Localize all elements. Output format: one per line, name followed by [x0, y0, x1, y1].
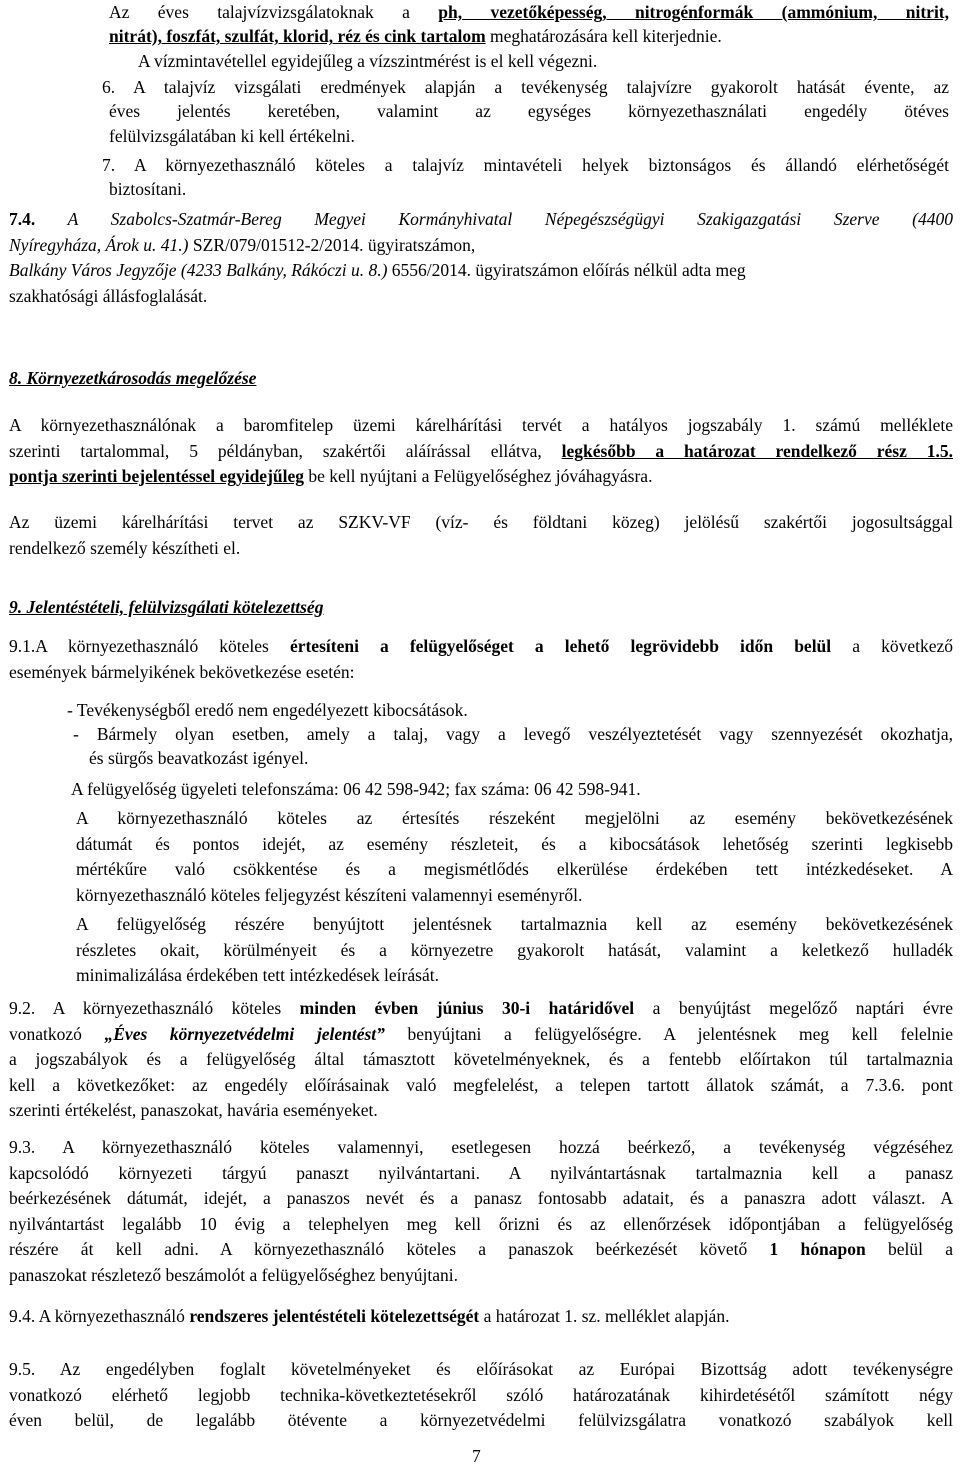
section-8-paragraph-2: [9, 510, 953, 561]
text-line: [9, 1237, 953, 1263]
text-line: [9, 464, 953, 490]
bullet-item: [73, 722, 953, 771]
text-run: 6556/2014. ügyiratszámon előírás nélkül adta meg: [387, 260, 746, 280]
text-run: vonatkozó: [9, 1023, 105, 1044]
notification-content-paragraph: [76, 806, 953, 908]
text-line: környezethasználó köteles feljegyzést készíteni valamennyi eseményről.: [76, 884, 583, 905]
page-number: 7: [472, 1446, 481, 1466]
text-line: [9, 634, 953, 660]
text-line: [9, 207, 953, 233]
text-line: A környezethasználónak a baromfitelep üzemi kárelhárítási tervét a hatályos jogszabály 1. számú melléklete: [9, 415, 953, 435]
bold-underlined-text: ph, vezetőképesség, nitrogénformák (ammónium, nitrit,: [438, 2, 950, 22]
text-line: felülvizsgálatában ki kell értékelni.: [109, 125, 355, 146]
section-8-paragraph-1: [9, 413, 953, 490]
text-line: 9.5. Az engedélyben foglalt követelményeket és előírásokat az Európai Bizottság adott tevékenységre: [9, 1359, 953, 1379]
text-line: dátumát és pontos idejét, az esemény részleteit, és a kibocsátások lehetőség szerinti legkisebb: [76, 833, 953, 854]
text-line: A környezethasználó köteles az értesítés részeként megjelölni az esemény bekövetkezésének: [76, 808, 953, 828]
text-line: [109, 24, 949, 48]
text-run: a következő: [831, 636, 953, 656]
groundwater-analysis-paragraph: [109, 0, 949, 73]
text-line: szerinti értékelést, panaszokat, havária eseményeket.: [9, 1100, 378, 1120]
text-line: éves jelentés keretében, valamint az egységes környezethasználati engedély ötéves: [109, 101, 949, 122]
text-line: 7. A környezethasználó köteles a talajvíz mintavételi helyek biztonságos és állandó elérhetőségét: [102, 155, 949, 175]
text-line: éven belül, de legalább ötévente a környezetvédelmi felülvizsgálatra vonatkozó szabályok kell: [9, 1410, 953, 1430]
text-line: Az üzemi kárelhárítási tervet az SZKV-VF (víz- és földtani közeg) jelölésű szakértői jogosultsággal: [9, 512, 953, 532]
italic-text: Balkány Város Jegyzője (4233 Balkány, Rákóczi u. 8.): [9, 260, 388, 280]
bold-text: 1 hónapon: [769, 1239, 866, 1259]
text-run: belül a: [865, 1239, 954, 1259]
text-line: A felügyelőség részére benyújtott jelentésnek tartalmaznia kell az esemény bekövetkezésének: [76, 914, 953, 934]
text-run: benyújtani a felügyelőségre. A jelentésnek meg kell felelnie: [384, 1023, 953, 1044]
text-line: [9, 1022, 953, 1048]
text-line: [9, 439, 953, 465]
section-9-1: [9, 634, 953, 685]
text-line: a jogszabályok és a felügyelőség által támasztott követelményeknek, és a fentebb előírtakon túl tartalmaznia: [9, 1049, 953, 1069]
hotline-phone-fax: A felügyelőség ügyeleti telefonszáma: 06 42 598-942; fax száma: 06 42 598-941.: [71, 779, 641, 799]
text-line: nyilvántartást legalább 10 évig a telephelyen meg kell őrizni és az ellenőrzések időpontjában a felügyelőség: [9, 1213, 953, 1234]
text-line: A vízmintavétellel egyidejűleg a vízszintmérést is el kell végezni.: [138, 50, 598, 71]
section-9-5: [9, 1357, 953, 1434]
text-line: [9, 1304, 953, 1328]
text-line: [109, 0, 949, 24]
text-line: vonatkozó elérhető legjobb technika-következtetésekről szóló határozatának kihirdetésétől számított négy: [9, 1384, 953, 1405]
text-line: [9, 233, 953, 259]
text-run: 9.1.A környezethasználó köteles: [9, 636, 290, 656]
text-line: kapcsolódó környezeti tárgyú panaszt nyilvántartani. A nyilvántartásnak tartalmaznia kell a panasz: [9, 1162, 953, 1183]
italic-text: Nyíregyháza, Árok u. 41.): [9, 234, 189, 255]
bold-underlined-text: nitrát), foszfát, szulfát, klorid, réz és cink tartalom: [109, 26, 486, 47]
text-line: beérkezésének dátumát, idejét, a panaszos nevét és a panasz fontosabb adatait, és a panaszra adott választ. A: [9, 1188, 953, 1208]
section-9-3: [9, 1135, 953, 1288]
text-line: - Bármely olyan esetben, amely a talaj, vagy a levegő veszélyeztetését vagy szennyezését okozhatja,: [73, 724, 953, 744]
text-line: részletes okait, körülményeit és a környezetre gyakorolt hatását, valamint a keletkező hulladék: [76, 939, 953, 960]
bold-underlined-text: pontja szerinti bejelentéssel egyidejűleg: [9, 466, 305, 486]
numbered-item-7: [102, 153, 949, 202]
bold-text: értesíteni a felügyelőséget a lehető legrövidebb időn belül: [289, 636, 832, 656]
italic-text: A Szabolcs-Szatmár-Bereg Megyei Kormányhivatal Népegészségügyi Szakigazgatási Szerve (4400: [35, 209, 953, 229]
bold-text: rendszeres jelentéstételi kötelezettségét: [189, 1306, 480, 1326]
section-9-heading: 9. Jelentéstételi, felülvizsgálati kötelezettség: [9, 597, 324, 617]
text-line: biztosítani.: [109, 179, 187, 200]
bold-underlined-text: legkésőbb a határozat rendelkező rész 1.5.: [561, 440, 953, 461]
text-line: mértékűre való csökkentése és a megismétlődés elkerülése érdekében tett intézkedéseket. A: [76, 859, 953, 879]
text-run: részére át kell adni. A környezethasználó köteles a panaszok beérkezését követő: [9, 1239, 770, 1259]
text-line: [9, 258, 953, 284]
text-line: 6. A talajvíz vizsgálati eredmények alapján a tevékenység talajvízre gyakorolt hatását évente, az: [102, 77, 949, 97]
text-line: és sürgős beavatkozást igényel.: [89, 748, 309, 769]
text-line: minimalizálása érdekében tett intézkedések leírását.: [76, 965, 439, 985]
section-9-4: [9, 1304, 953, 1328]
text-line: panaszokat részletező beszámolót a felügyelőséghez benyújtani.: [9, 1264, 458, 1285]
section-9-2: [9, 996, 953, 1124]
text-line: események bármelyikének bekövetkezése esetén:: [9, 661, 355, 682]
text-line: szakhatósági állásfoglalását.: [9, 285, 208, 306]
section-number: 7.4.: [9, 209, 36, 229]
bold-text: minden évben június 30-i határidővel: [299, 998, 635, 1018]
text-run: szerinti tartalommal, 5 példányban, szakértői aláírással ellátva,: [9, 440, 562, 461]
bullet-item: - Tevékenységből eredő nem engedélyezett kibocsátások.: [67, 700, 468, 720]
text-run: a határozat 1. sz. melléklet alapján.: [479, 1306, 730, 1326]
text-run: SZR/079/01512-2/2014. ügyiratszámon,: [188, 234, 476, 255]
report-content-paragraph: [76, 912, 953, 989]
text-run: Az éves talajvízvizsgálatoknak a: [109, 2, 439, 22]
text-run: a benyújtást megelőző naptári évre: [634, 998, 953, 1018]
section-8-heading: 8. Környezetkárosodás megelőzése: [9, 368, 257, 388]
text-line: rendelkező személy készítheti el.: [9, 537, 241, 558]
text-run: 9.2. A környezethasználó köteles: [9, 998, 300, 1018]
text-line: [9, 996, 953, 1022]
numbered-item-6: [102, 75, 949, 148]
bold-italic-text: „Éves környezetvédelmi jelentést”: [104, 1023, 385, 1044]
section-7-4: [9, 207, 953, 309]
text-run: be kell nyújtani a Felügyelőséghez jóváhagyásra.: [304, 466, 653, 486]
text-run: meghatározására kell kiterjednie.: [485, 26, 722, 47]
text-run: 9.4. A környezethasználó: [9, 1306, 190, 1326]
text-line: 9.3. A környezethasználó köteles valamennyi, esetlegesen hozzá beérkező, a tevékenység végzéséhez: [9, 1137, 953, 1157]
text-line: kell a következőket: az engedély előírásainak való megfelelést, a telepen tartott állatok számát, a 7.3.6. pont: [9, 1074, 953, 1095]
